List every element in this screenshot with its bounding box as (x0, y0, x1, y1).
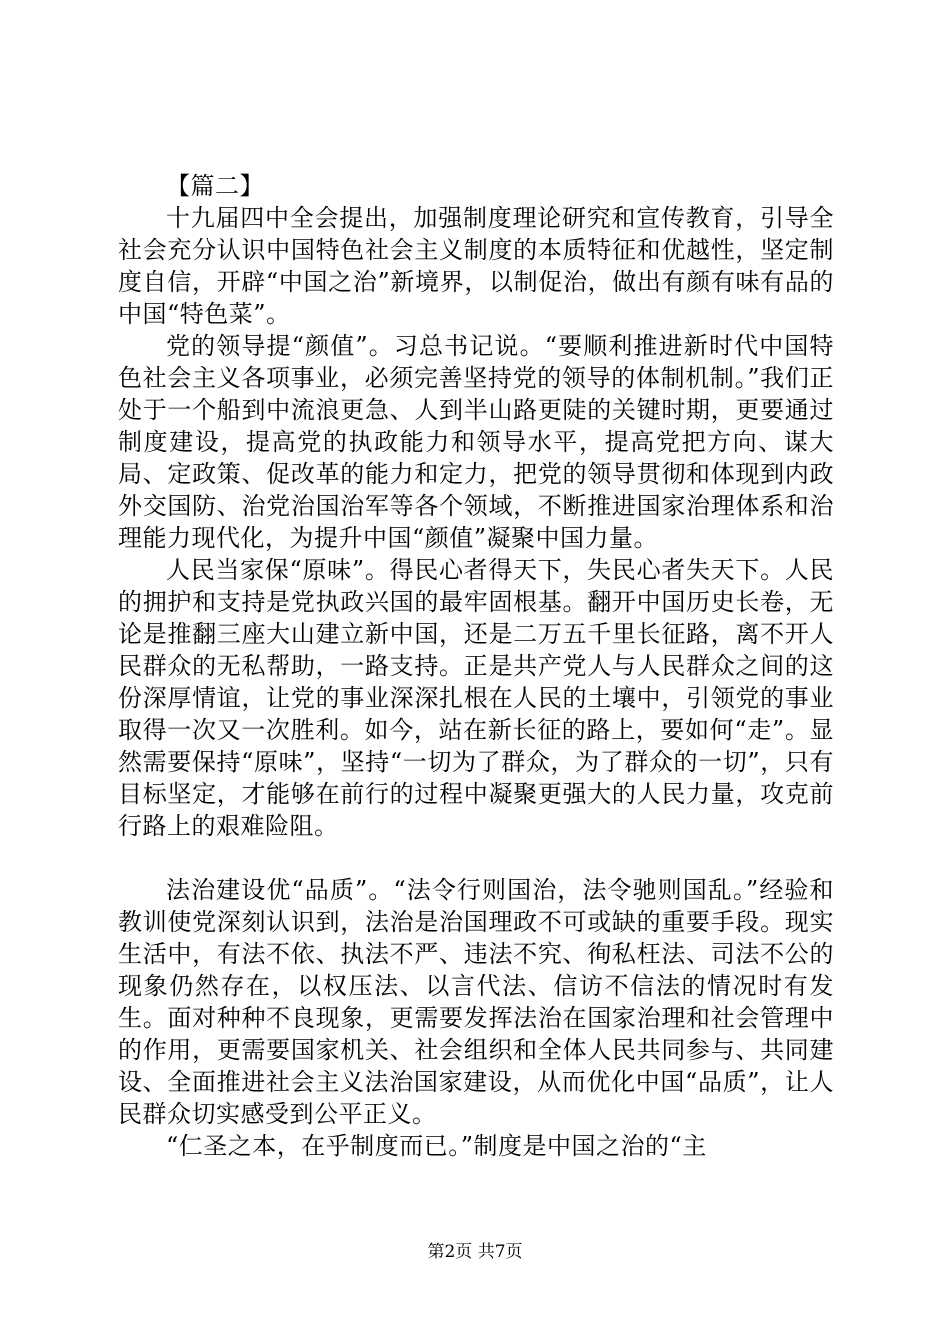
paragraph-gap (118, 842, 834, 874)
page-number-footer: 第2页 共7页 (427, 1242, 523, 1262)
document-body (118, 170, 834, 1162)
paragraph-intro: 十九届四中全会提出，加强制度理论研究和宣传教育，引导全社会充分认识中国特色社会主义制度的本质特征和优越性，坚定制度自信，开辟“中国之治”新境界，以制促治，做出有颜有味有品的中国“特色菜”。 (118, 204, 834, 328)
paragraph-institution: “仁圣之本，在乎制度而已。”制度是中国之治的“主 (166, 1132, 707, 1160)
paragraph-party-leadership: 党的领导提“颜值”。习总书记说。“要顺利推进新时代中国特色社会主义各项事业，必须完善坚持党的领导的体制机制。”我们正处于一个船到中流浪更急、人到半山路更陡的关键时期，更要通过制度建设，提高党的执政能力和领导水平，提高党把方向、谋大局、定政策、促改革的能力和定力，把党的领导贯彻和体现到内政外交国防、治党治国治军等各个领域，不断推进国家治理体系和治理能力现代化，为提升中国“颜值”凝聚中国力量。 (118, 332, 834, 552)
section-heading: 【篇二】 (166, 172, 264, 200)
paragraph-rule-of-law: 法治建设优“品质”。“法令行则国治，法令驰则国乱。”经验和教训使党深刻认识到，法治是治国理政不可或缺的重要手段。现实生活中，有法不依、执法不严、违法不究、徇私枉法、司法不公的现象仍然存在，以权压法、以言代法、信访不信法的情况时有发生。面对种种不良现象，更需要发挥法治在国家治理和社会管理中的作用，更需要国家机关、社会组织和全体人民共同参与、共同建设、全面推进社会主义法治国家建设，从而优化中国“品质”，让人民群众切实感受到公平正义。 (118, 876, 834, 1128)
paragraph-people: 人民当家保“原味”。得民心者得天下，失民心者失天下。人民的拥护和支持是党执政兴国的最牢固根基。翻开中国历史长卷，无论是推翻三座大山建立新中国，还是二万五千里长征路，离不开人民群众的无私帮助，一路支持。正是共产党人与人民群众之间的这份深厚情谊，让党的事业深深扎根在人民的土壤中，引领党的事业取得一次又一次胜利。如今，站在新长征的路上，要如何“走”。显然需要保持“原味”，坚持“一切为了群众，为了群众的一切”，只有目标坚定，才能够在前行的过程中凝聚更强大的人民力量，攻克前行路上的艰难险阻。 (118, 556, 834, 840)
